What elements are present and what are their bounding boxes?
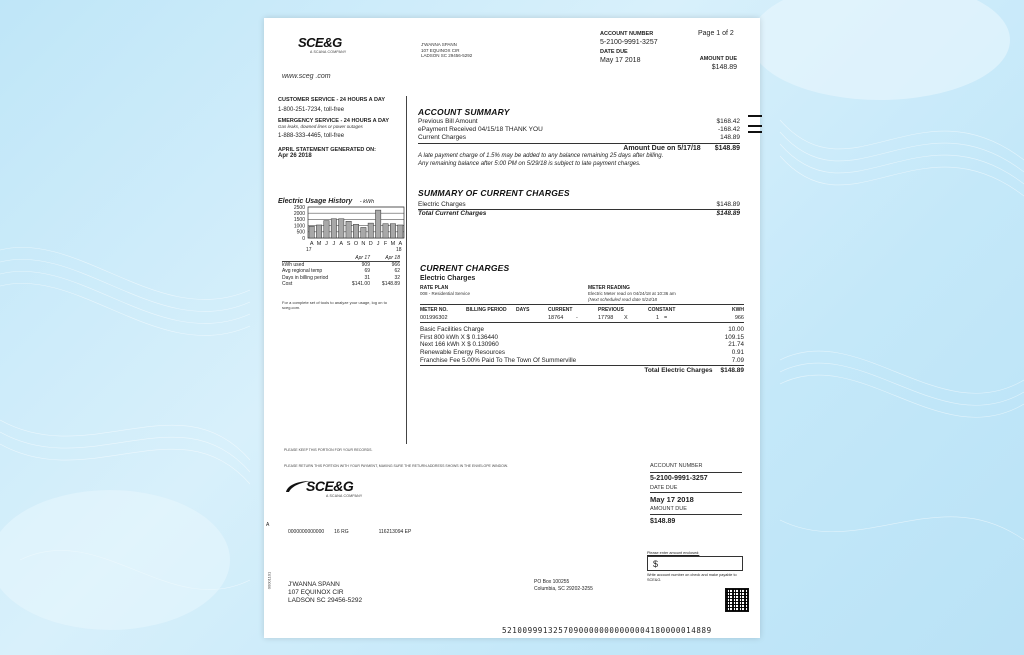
- logo-text: SCE&G: [298, 35, 342, 50]
- summary-total-value: $148.89: [716, 210, 740, 217]
- qr-code: [725, 588, 749, 612]
- charge-line-item: [420, 341, 744, 349]
- amount-enclosed-section: [647, 551, 743, 582]
- customer-service-label: CUSTOMER SERVICE - 24 HOURS A DAY: [278, 97, 386, 103]
- total-electric-value: $148.89: [720, 366, 744, 374]
- stub-logo-subtitle: A SCANA COMPANY: [326, 494, 363, 498]
- account-summary: [418, 107, 740, 168]
- amount-due-on-label: Amount Due on 5/17/18: [623, 145, 701, 152]
- website-link[interactable]: www.sceg .com: [282, 73, 331, 80]
- meter-number: 001996302: [420, 315, 448, 321]
- col-current: CURRENT: [548, 307, 573, 313]
- summary-electric-row: [418, 201, 740, 209]
- charge-label: Renewable Energy Resources: [420, 349, 506, 357]
- summary-of-current-charges: [418, 188, 740, 218]
- account-summary-row: [418, 134, 740, 142]
- col-previous: PREVIOUS: [598, 307, 624, 313]
- usage-apr18: 32: [394, 274, 400, 281]
- col-kwh: KWH: [732, 307, 744, 313]
- col-billing-period: BILLING PERIOD: [466, 307, 507, 313]
- customer-address-block: [421, 42, 472, 59]
- charge-value: 21.74: [728, 341, 744, 349]
- header-account-info: [600, 31, 658, 64]
- svg-text:M: M: [390, 241, 396, 247]
- account-summary-row: [418, 118, 740, 126]
- usage-apr18: 62: [394, 268, 400, 275]
- svg-text:1500: 1500: [293, 217, 305, 224]
- statement-date: Apr 26 2018: [278, 152, 312, 159]
- usage-apr17: 31: [364, 274, 370, 281]
- usage-metric: kWh used: [282, 262, 305, 268]
- summary-electric-value: $148.89: [716, 201, 740, 208]
- code-ep: 116213094 EP: [378, 529, 412, 535]
- charge-value: 7.09: [731, 356, 744, 364]
- sidebar-contact: [278, 97, 403, 160]
- keep-portion-note: PLEASE KEEP THIS PORTION FOR YOUR RECORDS.: [284, 448, 373, 452]
- stub-amount-label: AMOUNT DUE: [650, 506, 687, 512]
- charge-label: First 800 kWh X $ 0.136440: [420, 333, 499, 341]
- tools-note: For a complete set of tools to analyze your usage, log on to sceg.com.: [282, 300, 387, 310]
- stub-addr2: LADSON SC 29456-5292: [288, 597, 363, 604]
- svg-text:1000: 1000: [293, 223, 305, 230]
- amount-due-on-value: $148.89: [714, 145, 740, 152]
- charge-label: Basic Facilities Charge: [420, 326, 485, 333]
- side-code: 00001101: [266, 571, 272, 590]
- svg-text:J: J: [325, 241, 328, 247]
- usage-apr18: 966: [391, 262, 400, 268]
- row-value: 148.89: [720, 134, 740, 141]
- usage-comparison-table: [282, 255, 400, 287]
- address-line-1: 107 EQUINOX CIR: [421, 47, 460, 53]
- constant: 1: [656, 315, 660, 321]
- stub-amount-due: $148.89: [650, 517, 676, 525]
- svg-text:S: S: [346, 241, 351, 247]
- total-electric-label: Total Electric Charges: [644, 366, 713, 374]
- svg-text:2000: 2000: [293, 211, 305, 217]
- svg-text:F: F: [383, 241, 388, 247]
- summary-total-row: [418, 210, 740, 218]
- row-label: Previous Bill Amount: [418, 118, 478, 125]
- dash: -: [576, 315, 578, 321]
- stub-addr1: 107 EQUINOX CIR: [288, 589, 344, 596]
- usage-apr17: $141.00: [351, 280, 370, 287]
- svg-text:D: D: [368, 241, 373, 247]
- row-value: $168.42: [716, 118, 740, 125]
- row-value: -168.42: [717, 126, 740, 133]
- stub-account-box: [650, 464, 742, 525]
- multiply-sign: X: [624, 315, 628, 321]
- stub-code-line: [288, 529, 411, 535]
- charge-label: Franchise Fee 5.00% Paid To The Town Of Summerville: [420, 356, 577, 364]
- summary-total-label: Total Current Charges: [418, 210, 487, 217]
- remaining-balance-note: Any remaining balance after 5:00 PM on 5/29/18 is subject to late payment charges.: [418, 161, 641, 167]
- statement-label: APRIL STATEMENT GENERATED ON:: [278, 146, 376, 153]
- meter-table-header: [420, 307, 744, 313]
- charge-line-item: [420, 357, 744, 365]
- svg-text:J: J: [376, 241, 380, 247]
- equals-sign: =: [664, 315, 668, 321]
- margin-mark: [748, 125, 762, 127]
- charge-value: 0.91: [731, 349, 744, 357]
- usage-apr17: 909: [361, 262, 370, 268]
- marker-a: A: [266, 522, 270, 528]
- svg-text:A: A: [339, 241, 344, 247]
- summary-electric-label: Electric Charges: [418, 201, 466, 208]
- emergency-phone: 1-888-333-4465, toll-free: [278, 133, 345, 139]
- usage-chart-svg: [282, 203, 408, 263]
- usage-unit: - kWh: [359, 199, 375, 205]
- col-days: DAYS: [516, 307, 530, 313]
- svg-text:M: M: [316, 241, 322, 247]
- usage-metric: Days in billing period: [282, 274, 329, 281]
- stub-date-label: DATE DUE: [650, 484, 678, 491]
- customer-name: J'WANNA SPANN: [421, 42, 457, 47]
- remit-address: [534, 579, 593, 592]
- col-constant: CONSTANT: [648, 307, 676, 313]
- rate-plan: 008 - Residential Service: [420, 291, 471, 296]
- meter-reading-date: Electric Meter read on 04/24/18 at 10:36 am: [588, 291, 676, 296]
- svg-text:17: 17: [306, 247, 312, 253]
- svg-text:A: A: [398, 241, 403, 247]
- charge-line-item: [420, 326, 744, 334]
- logo-swoosh-icon: [284, 480, 310, 494]
- account-number-label: ACCOUNT NUMBER: [600, 31, 654, 37]
- amount-due-label: AMOUNT DUE: [699, 56, 737, 62]
- late-charge-note: A late payment charge of 1.5% may be added to any balance remaining 25 days after billing.: [418, 153, 664, 159]
- usage-apr18: $148.89: [381, 280, 400, 287]
- emergency-label: EMERGENCY SERVICE - 24 HOURS A DAY: [278, 117, 390, 124]
- usage-metric: Cost: [282, 280, 293, 287]
- row-label: Current Charges: [418, 134, 467, 141]
- charge-value: 109.15: [724, 333, 744, 341]
- svg-text:18: 18: [396, 247, 402, 253]
- remit-city: Columbia, SC 29202-3255: [534, 585, 593, 592]
- svg-text:J: J: [332, 241, 336, 247]
- kwh-used: 966: [734, 315, 744, 321]
- amount-enclosed-label: Please enter amount enclosed:: [647, 551, 700, 555]
- remit-po-box: PO Box 100255: [534, 579, 570, 585]
- current-charges-title: CURRENT CHARGES: [420, 263, 510, 273]
- usage-title: Electric Usage History: [278, 198, 353, 205]
- svg-text:N: N: [361, 241, 366, 247]
- stub-customer-address: [288, 581, 362, 605]
- usage-col-apr17: Apr 17: [355, 255, 370, 261]
- logo-subtitle: A SCANA COMPANY: [310, 50, 347, 54]
- code-zeros: 0000000000000: [288, 529, 325, 535]
- margin-mark: [748, 115, 762, 117]
- page-indicator: Page 1 of 2: [698, 30, 734, 37]
- rate-plan-label: RATE PLAN: [420, 285, 449, 291]
- stub-name: J'WANNA SPANN: [288, 581, 340, 588]
- usage-table-row: [282, 281, 400, 287]
- account-summary-title: ACCOUNT SUMMARY: [418, 107, 510, 117]
- charge-label: Next 166 kWh X $ 0.130960: [420, 341, 499, 349]
- stub-account-label: ACCOUNT NUMBER: [650, 463, 703, 469]
- usage-apr17: 69: [364, 268, 370, 275]
- check-instructions: Write account number on check and make payable to SCE&G.: [647, 573, 737, 582]
- amount-due-row: [418, 145, 740, 152]
- return-portion-note: PLEASE RETURN THIS PORTION WITH YOUR PAYMENT, MAKING SURE THE RETURN ADDRESS SHOWS IN THE ENVELOPE WINDOW.: [284, 464, 508, 468]
- column-divider: [406, 96, 407, 444]
- svg-text:O: O: [353, 241, 359, 247]
- usage-col-apr18: Apr 18: [385, 255, 400, 261]
- emergency-note: Gas leaks, downed lines or power outages: [278, 123, 363, 129]
- usage-metric: Avg regional temp: [282, 268, 323, 275]
- svg-text:2500: 2500: [293, 204, 305, 211]
- account-number: 5-2100-9991-3257: [600, 39, 658, 46]
- customer-service-phone: 1-800-251-7234, toll-free: [278, 107, 345, 113]
- col-meter-no: METER NO.: [420, 307, 448, 313]
- charge-line-item: [420, 349, 744, 357]
- usage-col-blank: [282, 255, 338, 261]
- usage-bar-chart: [282, 203, 408, 263]
- svg-text:A: A: [309, 241, 314, 247]
- margin-mark: [748, 131, 762, 133]
- stub-logo: [286, 478, 362, 498]
- stub-account-number: 5-2100-9991-3257: [650, 474, 708, 482]
- utility-bill-page: [264, 18, 760, 638]
- total-electric-row: [420, 367, 744, 374]
- next-read-date: (Next scheduled read date 5/24/18: [588, 296, 658, 302]
- current-charges: [420, 263, 744, 374]
- stub-logo-text: SCE&G: [306, 478, 354, 494]
- charge-value: 10.00: [728, 326, 744, 333]
- current-reading: 18764: [548, 315, 564, 321]
- usage-table-header: [282, 255, 400, 262]
- code-rg: 16 RG: [334, 529, 349, 535]
- row-label: ePayment Received 04/15/18 THANK YOU: [418, 126, 543, 133]
- address-line-2: LADSON SC 29456-5292: [421, 53, 473, 58]
- stub-date-due: May 17 2018: [650, 495, 694, 504]
- rate-meter-info: [420, 285, 744, 302]
- svg-text:0: 0: [302, 235, 305, 242]
- meter-reading-label: METER READING: [588, 285, 630, 291]
- account-summary-row: [418, 126, 740, 134]
- header-amount-due: [697, 56, 737, 71]
- scanline-barcode: 52100999132570900000000000004180000014889: [502, 626, 712, 635]
- summary-title: SUMMARY OF CURRENT CHARGES: [418, 188, 570, 198]
- previous-reading: 17798: [598, 315, 614, 321]
- date-due: May 17 2018: [600, 57, 641, 64]
- date-due-label: DATE DUE: [600, 49, 628, 55]
- company-logo: [298, 35, 346, 54]
- currency-symbol: $: [653, 558, 659, 569]
- svg-text:500: 500: [296, 229, 305, 236]
- amount-enclosed-input[interactable]: [647, 556, 743, 571]
- charge-line-item: [420, 334, 744, 342]
- meter-table-row: [420, 315, 744, 321]
- amount-due: $148.89: [711, 64, 737, 71]
- electric-charges-subtitle: Electric Charges: [420, 275, 476, 282]
